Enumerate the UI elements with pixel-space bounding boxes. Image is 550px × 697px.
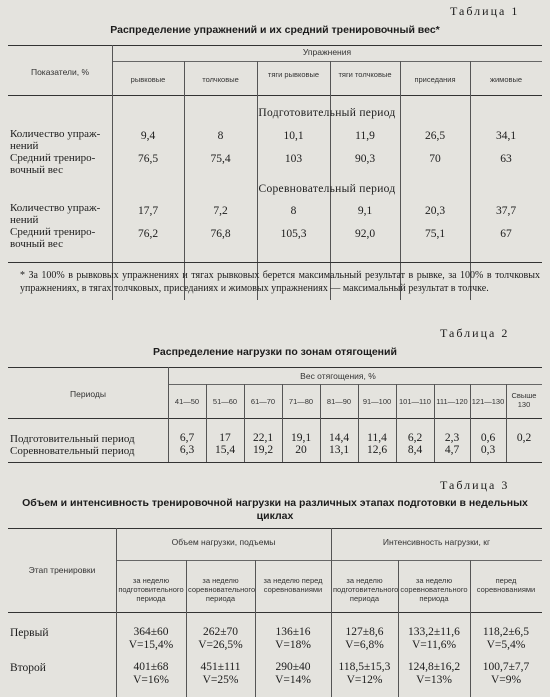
table3-row-label: Второй [10,662,46,674]
table3-cell [331,661,398,687]
table1-title: Распределение упражнений и их средний тренировочный вес* [110,24,440,36]
table2-row-label: Соревновательный период [10,445,135,457]
table2-title: Распределение нагрузки по зонам отягощений [153,346,397,358]
table3-cell-cv: V=11,6% [411,639,457,651]
table3-cell-cv: V=5,4% [486,639,526,651]
table1-row-label: Средний трениро-вочный вес [10,152,96,176]
table3-volume-header: Объем нагрузки, подъемы [171,537,276,547]
table3-cell-cv: V=9% [490,674,522,686]
table1-col-header: тяги рывковые [267,70,320,79]
table2-cell: 19,2 [252,444,274,456]
table1-row-label: Количество упраж-нений [10,128,101,152]
table2-cell: 6,2 [407,432,423,444]
table1-cell: 9,4 [140,130,156,142]
table1-col-header: рывковые [130,75,166,84]
table1-row-label: Количество упраж-нений [10,202,101,226]
table3-cell-mean: 451±111 [200,661,241,673]
table1-cell: 76,8 [210,228,231,240]
table1-cell: 10,1 [283,130,304,142]
table1-row-label: Средний трениро-вочный вес [10,226,96,250]
table1-cell: 92,0 [354,228,376,240]
table2-col-header: 61—70 [250,397,276,406]
table1-cell: 105,3 [280,228,307,240]
table3-cell-mean: 127±8,6 [345,626,384,638]
table3-subcol-header: за неделю соревновательного периода [188,576,256,603]
table3-cell-mean: 100,7±7,7 [482,661,530,673]
table1-cell: 76,2 [137,228,159,240]
table3-cell-cv: V=26,5% [198,639,243,651]
table3-cell-mean: 118,2±6,5 [482,626,530,638]
table3-cell-mean: 118,5±15,3 [338,661,391,673]
table1-cell: 70 [429,153,441,165]
table2-cell: 8,4 [407,444,423,456]
table2-group-header: Вес отягощения, % [300,371,376,381]
table1-cell: 34,1 [495,130,517,142]
table1-cell: 90,3 [354,153,376,165]
table1-footnote: * За 100% в рывковых упражнениях и тягах рывковых берется максимальный результат в рывке, за 100% в толчковых упражнениях, в тягах толчковых, приседаниях и жимовых упражнениях — максимальный результат в толчке. [20,270,540,294]
table1-cell: 7,2 [213,205,228,217]
table3-cell [470,661,542,687]
table2-cell: 19,1 [290,432,312,444]
table3-cell [255,626,331,652]
table3-cell-mean: 136±16 [275,626,311,638]
table2-cell: 6,3 [179,444,195,456]
table1-section-title: Подготовительный период [258,107,396,119]
table1-cell: 103 [284,153,303,165]
table3-label: Таблица 3 [440,478,510,492]
table3-intensity-header: Интенсивность нагрузки, кг [382,537,491,547]
table3-row-label: Первый [10,627,49,639]
table3-cell-cv: V=6,8% [345,639,384,651]
table3-cell-mean: 133,2±11,6 [408,626,460,638]
table2-cell: 20 [295,444,307,456]
table3-subcol-header: перед соревнованиями [476,576,536,594]
table2-col-header: 51—60 [212,397,238,406]
table2-cell: 11,4 [367,432,387,444]
table3-cell-mean: 262±70 [202,626,239,638]
table2-cell: 2,3 [444,432,460,444]
table3-subcol-header: за неделю подготовительного периода [333,576,399,603]
table1-cell: 9,1 [357,205,373,217]
table3-cell [186,661,255,687]
table3-cell-mean: 364±60 [133,626,169,638]
table2-cell: 13,1 [328,444,350,456]
table2-col-header: 81—90 [326,397,352,406]
table2-col-header: 111—120 [436,397,468,406]
table3-subcol-header: за неделю перед соревнованиями [263,576,323,594]
table2-label: Таблица 2 [440,326,510,340]
table3-subcol-header: за неделю подготовительного периода [118,576,184,603]
table2-col-header: 91—100 [362,397,392,406]
table3-cell-cv: V=14% [275,674,311,686]
table1-cell: 17,7 [137,205,159,217]
table2-col-header: 71—80 [288,397,314,406]
table3-stage-header: Этап тренировки [28,565,96,575]
table1-top-rule [8,45,542,46]
table2-col-header: 41—50 [174,397,200,406]
table2-cell: 14,4 [328,432,350,444]
table1-cell: 37,7 [495,205,517,217]
table1-cell: 20,3 [424,205,446,217]
table1-indicator-header: Показатели, % [30,67,90,77]
table2-row-label: Подготовительный период [10,433,135,445]
table1-col-header: жимовые [489,75,523,84]
table2-cell: 22,1 [252,432,274,444]
table2-col-header: 101—110 [399,397,431,406]
table1-cell: 8 [217,130,224,142]
table2-cell: 6,7 [179,432,195,444]
table1-cell: 26,5 [424,130,446,142]
table1-cell: 76,5 [137,153,159,165]
table1-col-header: толчковые [202,75,239,84]
table2-period-header: Периоды [70,389,106,399]
table1-col-header: тяги толчковые [338,70,392,79]
table3-cell-cv: V=25% [202,674,239,686]
table2-cell: 17 [219,432,231,444]
table3-cell-mean: 290±40 [275,661,311,673]
table3-cell [116,626,186,652]
table1-cell: 11,9 [355,130,375,142]
table1-cell: 75,1 [424,228,446,240]
table3-cell [470,626,542,652]
table1-group-header: Упражнения [302,47,352,57]
table3-cell-cv: V=18% [275,639,311,651]
table2-cell: 0,3 [480,444,496,456]
table2-cell: 0,2 [516,432,532,444]
table3-cell [398,661,470,687]
table1-col-header: приседания [414,75,456,84]
table3-cell-cv: V=15,4% [128,639,174,651]
table3-cell [255,661,331,687]
table1-section-title: Соревновательный период [258,183,396,195]
table1-cell: 8 [290,205,297,217]
table2-col-header: Свыше 130 [511,391,537,409]
table3-cell [398,626,470,652]
table3-cell [116,661,186,687]
table1-cell: 67 [500,228,512,240]
table3-cell-mean: 124,8±16,2 [407,661,461,673]
table2-cell: 12,6 [366,444,388,456]
table3-cell-cv: V=16% [133,674,169,686]
table1-label: Таблица 1 [450,4,520,18]
table3-title: Объем и интенсивность тренировочной нагрузки на различных этапах подготовки в недельных циклах [22,497,528,522]
table3-cell-cv: V=13% [416,674,452,686]
table2-cell: 4,7 [444,444,460,456]
table1-cell: 75,4 [210,153,231,165]
table3-cell [331,626,398,652]
table2-cell: 15,4 [214,444,236,456]
table2-col-header: 121—130 [471,397,505,406]
table3-subcol-header: за неделю соревновательного периода [400,576,468,603]
table2-cell: 0,6 [480,432,496,444]
table1-cell: 63 [500,153,512,165]
table3-cell-mean: 401±68 [133,661,169,673]
table3-cell [186,626,255,652]
table3-cell-cv: V=12% [346,674,383,686]
